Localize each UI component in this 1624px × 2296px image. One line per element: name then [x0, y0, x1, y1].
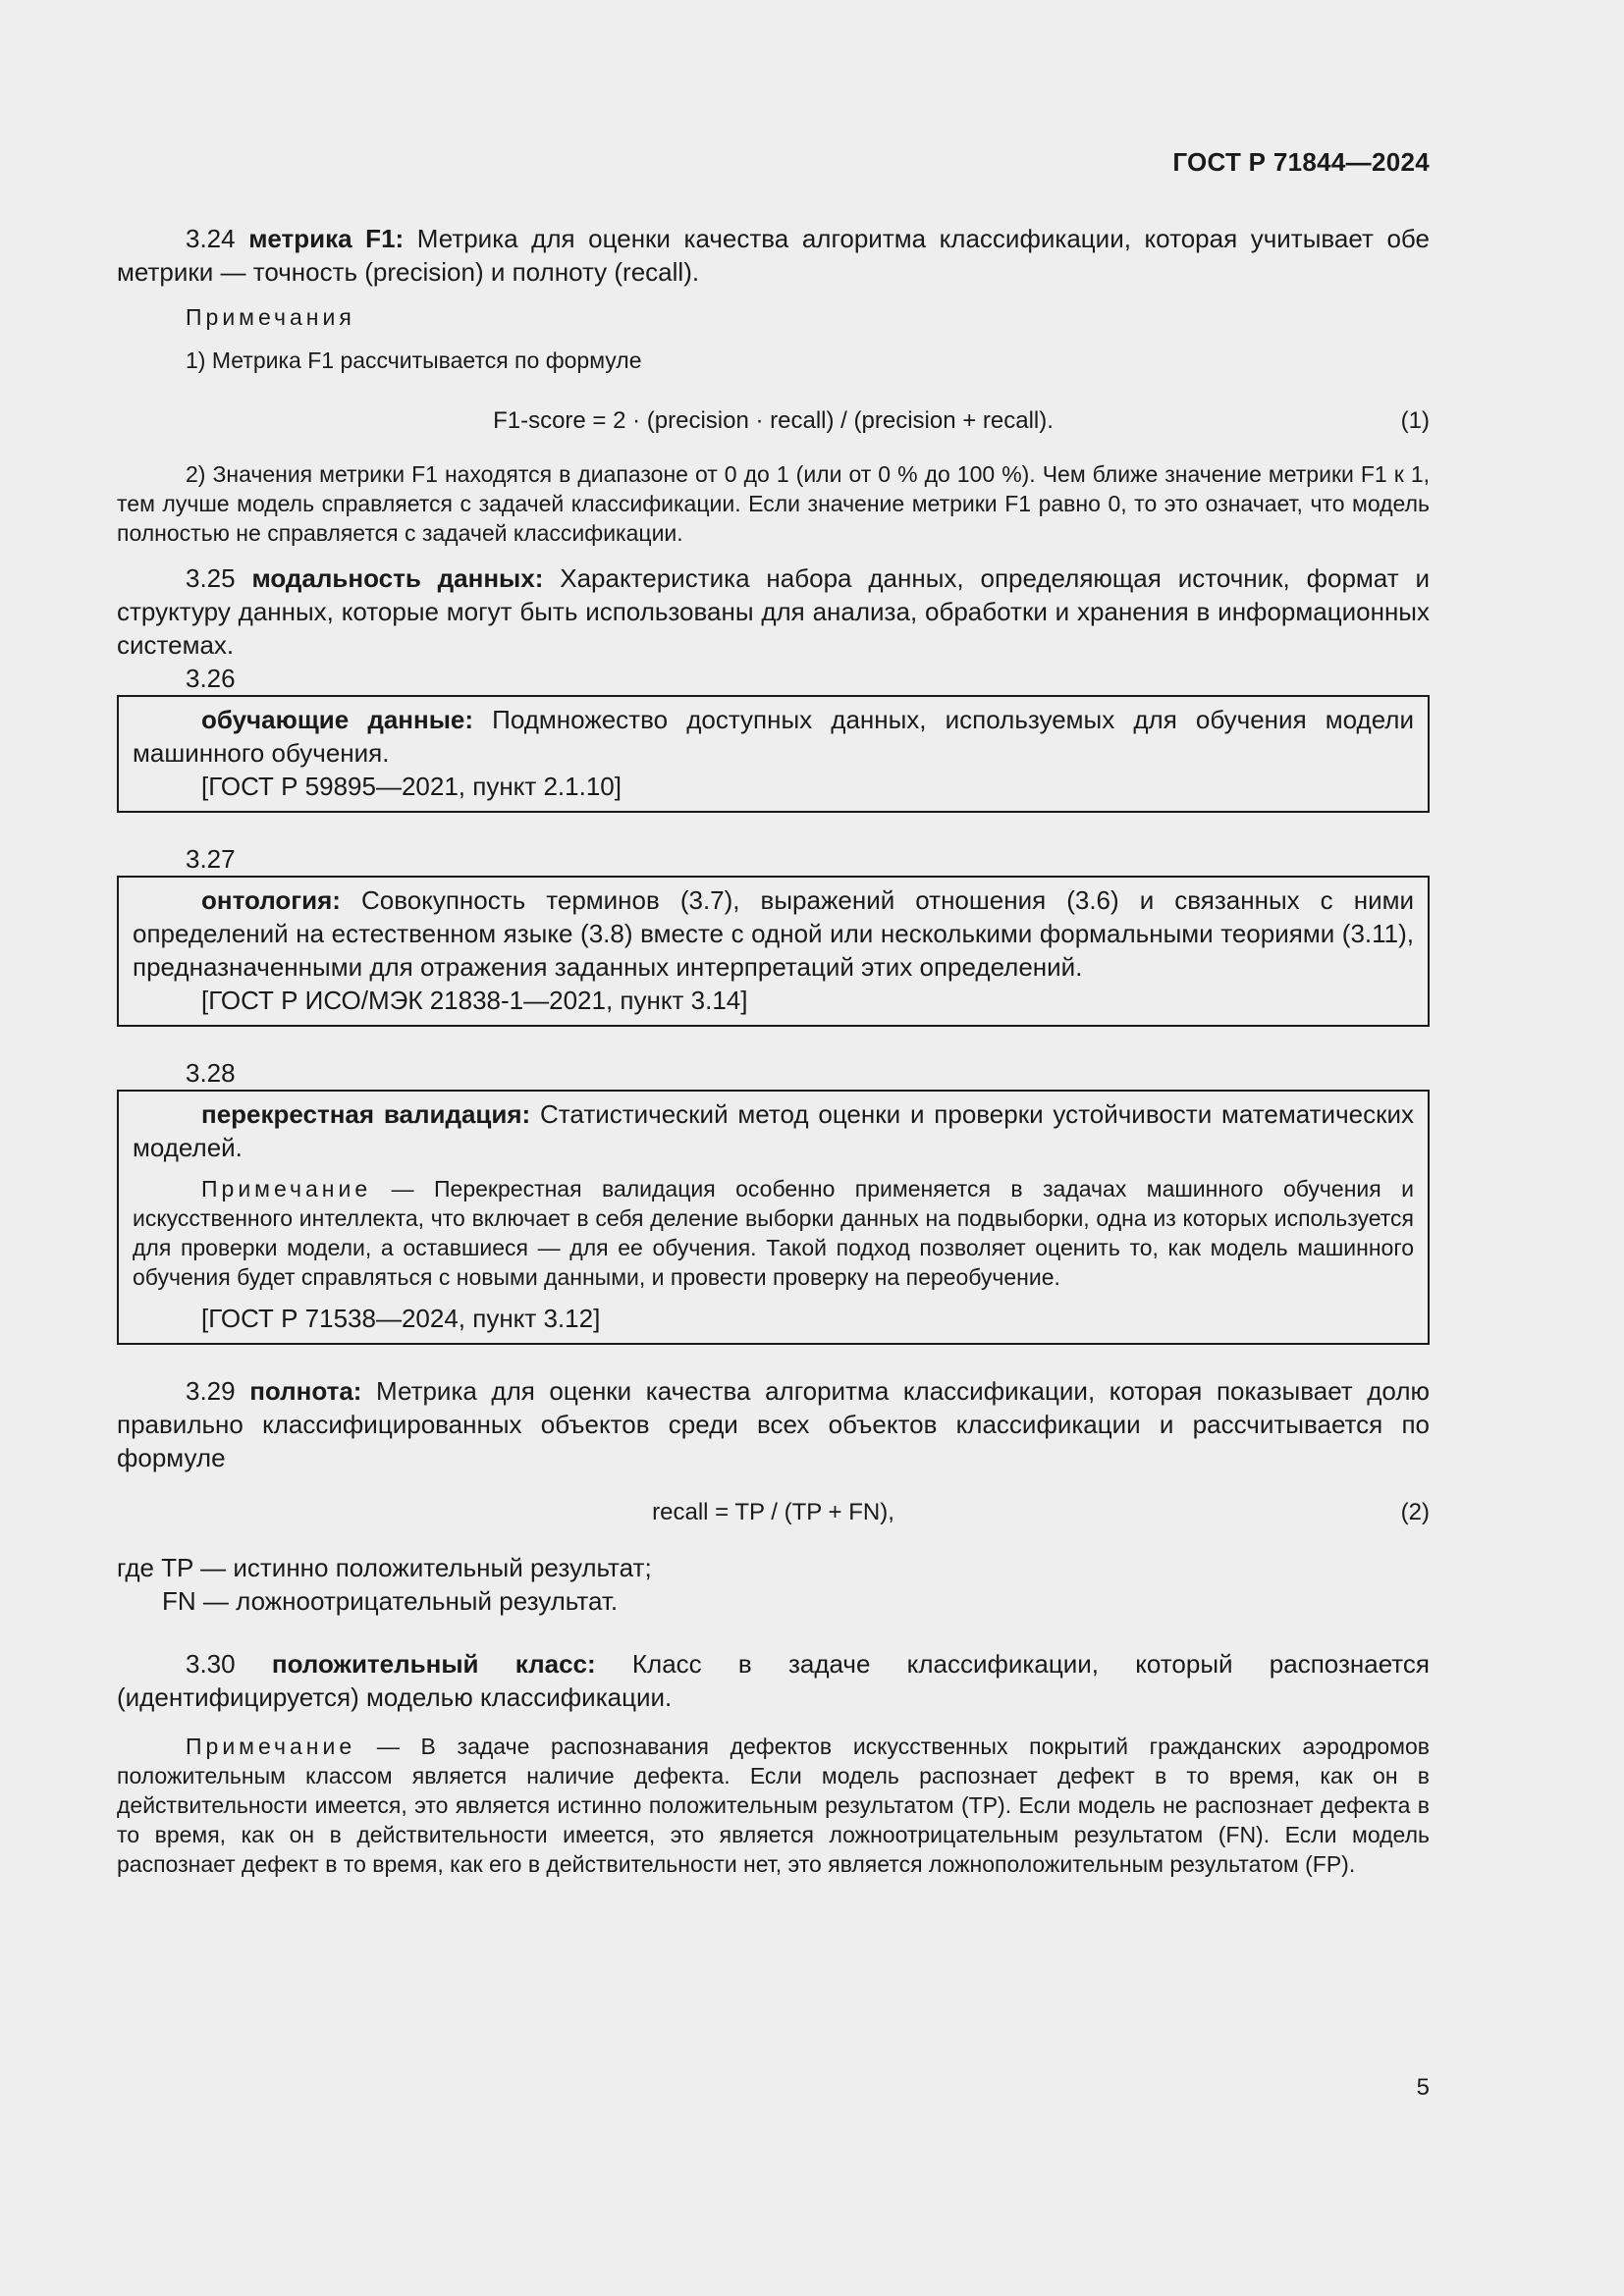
term-reference: [ГОСТ Р 71538—2024, пункт 3.12] — [201, 1304, 601, 1333]
notes-label: Примечания — [186, 304, 355, 330]
term-name: положительный класс: — [271, 1649, 596, 1679]
term-number: 3.29 — [186, 1376, 236, 1406]
term-definition: Характеристика набора данных, определяющая источник, формат и структуру данных, которые могут быть использованы для анализа, обработки и хранения в информационных системах. — [117, 563, 1430, 660]
term-name: обучающие данные: — [201, 705, 474, 734]
note-1: 1) Метрика F1 рассчитывается по формуле — [186, 347, 642, 373]
term-frame-3-27 — [117, 876, 1430, 1027]
term-number-3-27: 3.27 — [186, 844, 236, 874]
term-definition: Статистический метод оценки и проверки устойчивости математических моделей. — [133, 1099, 1414, 1162]
term-reference: [ГОСТ Р 59895—2021, пункт 2.1.10] — [201, 772, 622, 801]
term-definition: Метрика для оценки качества алгоритма классификации, которая учитывает обе метрики — точность (precision) и полноту (recall). — [117, 224, 1430, 287]
note-label: Примечание — [201, 1176, 372, 1201]
term-number: 3.25 — [186, 563, 236, 593]
term-3-30 — [117, 1647, 1430, 1714]
where-line-1: где TP — истинно положительный результат; — [117, 1553, 652, 1582]
term-3-28 — [133, 1097, 1414, 1164]
term-number-3-28: 3.28 — [186, 1058, 236, 1088]
term-name: модальность данных: — [251, 563, 544, 593]
note-text: — В задаче распознавания дефектов искусственных покрытий гражданских аэродромов положительным классом является наличие дефекта. Если модель распознает дефект в то время, как он в действительности имеется, это является истинно положительным результатом (TP). Если модель не распознает дефекта в то время, как он в действительности имеется, это является ложноотрицательным результатом (FN). Если модель распознает дефект в то время, как его в действительности нет, это является ложноположительным результатом (FP). — [117, 1734, 1430, 1877]
term-frame-3-26 — [117, 695, 1430, 813]
document-body — [117, 222, 1430, 1879]
formula-2 — [117, 1496, 1430, 1529]
term-3-29 — [117, 1374, 1430, 1474]
term-note — [133, 1174, 1414, 1292]
term-definition: Класс в задаче классификации, который распознается (идентифицируется) моделью классификации. — [117, 1649, 1430, 1712]
formula-number: (1) — [1400, 407, 1430, 434]
page-number: 5 — [1416, 2074, 1430, 2101]
note-label: Примечание — [186, 1734, 356, 1759]
note-text: — Перекрестная валидация особенно применяется в задачах машинного обучения и искусственного интеллекта, что включает в себя деление выборки данных на подвыборки, одна из которых используется для проверки модели, а оставшиеся — для ее обучения. Такой подход позволяет оценить то, как модель машинного обучения будет справляться с новыми данными, и провести проверку на переобучение. — [133, 1176, 1414, 1290]
note-2: 2) Значения метрики F1 находятся в диапазоне от 0 до 1 (или от 0 % до 100 %). Чем ближе значение метрики F1 к 1, тем лучше модель справляется с задачей классификации. Если значение метрики F1 равно 0, то это означает, что модель полностью не справляется с задачей классификации. — [117, 461, 1430, 546]
term-3-26 — [133, 703, 1414, 770]
formula-expression: recall = TP / (TP + FN), — [652, 1499, 894, 1525]
where-line-2: FN — ложноотрицательный результат. — [162, 1586, 619, 1616]
term-reference: [ГОСТ Р ИСО/МЭК 21838-1—2021, пункт 3.14] — [201, 986, 748, 1015]
term-name: перекрестная валидация: — [201, 1099, 531, 1129]
term-number-3-26: 3.26 — [186, 664, 236, 693]
term-3-27 — [133, 883, 1414, 984]
term-definition: Совокупность терминов (3.7), выражений отношения (3.6) и связанных с ними определений на естественном языке (3.8) вместе с одной или несколькими формальными теориями (3.11), предназначенными для отражения заданных интерпретаций этих определений. — [133, 885, 1414, 982]
term-frame-3-28 — [117, 1090, 1430, 1345]
term-name: полнота: — [249, 1376, 362, 1406]
formula-1 — [117, 404, 1430, 438]
formula-expression: F1-score = 2 · (precision · recall) / (precision + recall). — [493, 407, 1054, 434]
term-name: онтология: — [201, 885, 341, 915]
term-number: 3.24 — [186, 224, 236, 253]
term-note — [117, 1732, 1430, 1879]
term-number: 3.30 — [186, 1649, 236, 1679]
term-3-25 — [117, 561, 1430, 662]
term-definition: Подмножество доступных данных, используемых для обучения модели машинного обучения. — [133, 705, 1414, 768]
term-3-24 — [117, 222, 1430, 289]
term-definition: Метрика для оценки качества алгоритма классификации, которая показывает долю правильно классифицированных объектов среди всех объектов классификации и рассчитывается по формуле — [117, 1376, 1430, 1472]
document-header: ГОСТ Р 71844—2024 — [1172, 147, 1430, 177]
term-name: метрика F1: — [248, 224, 405, 253]
formula-number: (2) — [1400, 1499, 1430, 1525]
